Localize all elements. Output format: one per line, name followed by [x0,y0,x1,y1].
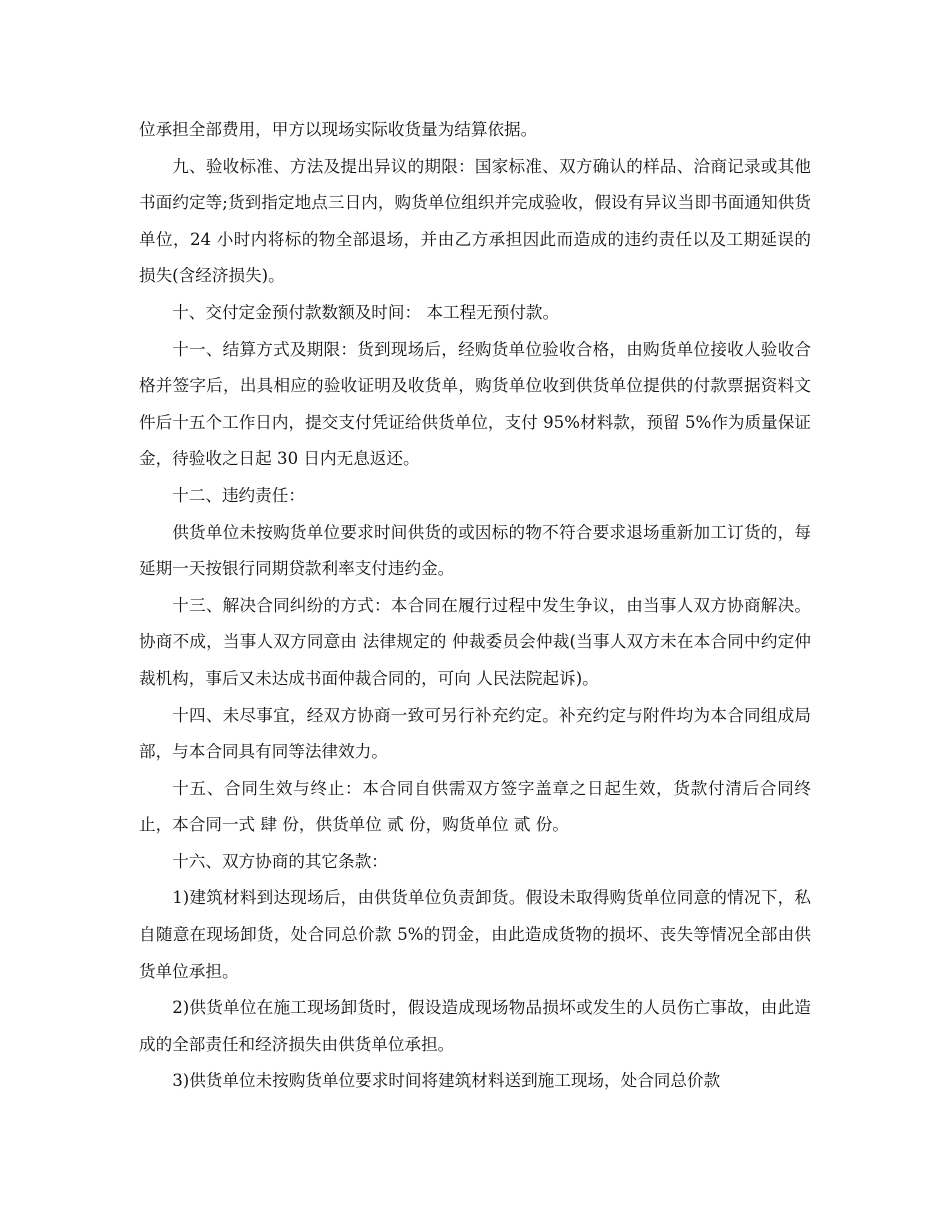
document-body [139,112,811,1100]
clause-15-effect: 十五、合同生效与终止：本合同自供需双方签字盖章之日起生效，货款付清后合同终止，本合同一式 肆 份，供货单位 贰 份，购货单位 贰 份。 [139,778,811,835]
term-1-unloading: 1)建筑材料到达现场后，由供货单位负责卸货。假设未取得购货单位同意的情况下，私自随意在现场卸货，处合同总价款 5%的罚金，由此造成货物的损坏、丧失等情况全部由供货单位承担。 [139,888,811,981]
clause-9-acceptance: 九、验收标准、方法及提出异议的期限：国家标准、双方确认的样品、洽商记录或其他书面约定等;货到指定地点三日内，购货单位组织并完成验收，假设有异议当即书面通知供货单位，24 小时内将标的物全部退场，并由乙方承担因此而造成的违约责任以及工期延误的损失(含经济损失)。 [139,156,811,286]
clause-12-liability: 十二、违约责任： [172,485,305,505]
clause-10-deposit: 十、交付定金预付款数额及时间： 本工程无预付款。 [172,302,560,322]
paragraph-continuation: 位承担全部费用，甲方以现场实际收货量为结算依据。 [139,120,538,139]
clause-12-liability-detail: 供货单位未按购货单位要求时间供货的或因标的物不符合要求退场重新加工订货的，每延期一天按银行同期贷款利率支付违约金。 [139,522,811,579]
clause-11-settlement: 十一、结算方式及期限：货到现场后，经购货单位验收合格，由购货单位接收人验收合格并签字后，出具相应的验收证明及收货单，购货单位收到供货单位提供的付款票据资料文件后十五个工作日内，提交支付凭证给供货单位，支付 95%材料款，预留 5%作为质量保证金，待验收之日起 30 日内无息返还。 [139,339,811,469]
term-2-site-damage: 2)供货单位在施工现场卸货时，假设造成现场物品损坏或发生的人员伤亡事故，由此造成的全部责任和经济损失由供货单位承担。 [139,998,811,1054]
clause-14-supplement: 十四、未尽事宜，经双方协商一致可另行补充约定。补充约定与附件均为本合同组成局部，与本合同具有同等法律效力。 [139,705,811,762]
term-3-delivery-delay: 3)供货单位未按购货单位要求时间将建筑材料送到施工现场，处合同总价款 [172,1071,721,1091]
clause-16-other-terms: 十六、双方协商的其它条款： [172,851,388,871]
clause-13-disputes: 十三、解决合同纠纷的方式：本合同在履行过程中发生争议，由当事人双方协商解决。协商不成，当事人双方同意由 法律规定的 仲裁委员会仲裁(当事人双方未在本合同中约定仲裁机构，事后又未达成书面仲裁合同的，可向 人民法院起诉)。 [139,595,811,688]
